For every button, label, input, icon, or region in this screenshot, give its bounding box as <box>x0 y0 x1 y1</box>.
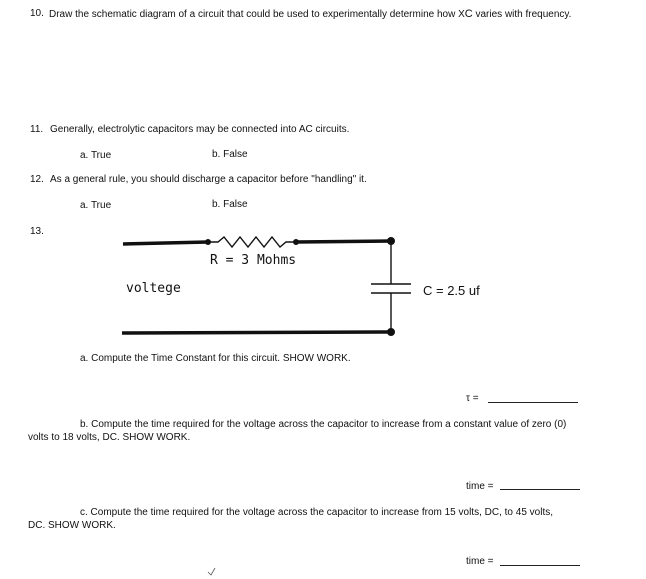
bottom-wire <box>122 332 391 333</box>
top-wire-right <box>296 241 391 242</box>
q11-option-a[interactable]: a. True <box>80 150 112 161</box>
q10-subscript: C <box>464 8 473 20</box>
resistor-symbol <box>208 237 296 247</box>
q13c-line2: DC. SHOW WORK. <box>28 520 116 531</box>
capacitor-label: C = 2.5 uf <box>423 283 480 298</box>
q12-number: 12. <box>30 174 44 185</box>
stray-check-mark <box>208 568 215 575</box>
q13c-line1: c. Compute the time required for the voltage across the capacitor to increase from 15 volts, DC, to 45 volts, <box>80 507 553 518</box>
q13a-text: a. Compute the Time Constant for this circuit. SHOW WORK. <box>80 353 351 364</box>
q10-number: 10. <box>30 8 44 19</box>
q13b-answer-blank[interactable] <box>500 489 580 490</box>
q11-number: 11. <box>30 124 44 135</box>
q13b-answer-label: time = <box>466 481 494 492</box>
q13b-line1: b. Compute the time required for the voltage across the capacitor to increase from a constant value of zero (0) <box>80 419 567 430</box>
q10-text-tail: varies with frequency. <box>472 9 572 20</box>
q13c-answer-blank[interactable] <box>500 565 580 566</box>
q11-option-b[interactable]: b. False <box>212 149 248 160</box>
q12-option-b[interactable]: b. False <box>212 199 248 210</box>
voltage-label: voltege <box>126 281 181 296</box>
q13a-answer-label: τ = <box>466 393 479 404</box>
resistor-label: R = 3 Mohms <box>210 253 297 268</box>
q11-text: Generally, electrolytic capacitors may be connected into AC circuits. <box>50 124 350 135</box>
q12-option-a[interactable]: a. True <box>80 200 112 211</box>
q13-number: 13. <box>30 226 44 237</box>
q13a-answer-blank[interactable] <box>488 402 578 403</box>
q10-text-main: Draw the schematic diagram of a circuit that could be used to experimentally determine how X <box>49 9 465 20</box>
top-wire-left <box>123 242 208 244</box>
q12-text: As a general rule, you should discharge a capacitor before "handling" it. <box>50 174 367 185</box>
q13c-answer-label: time = <box>466 556 494 567</box>
q13b-line2: volts to 18 volts, DC. SHOW WORK. <box>28 432 191 443</box>
